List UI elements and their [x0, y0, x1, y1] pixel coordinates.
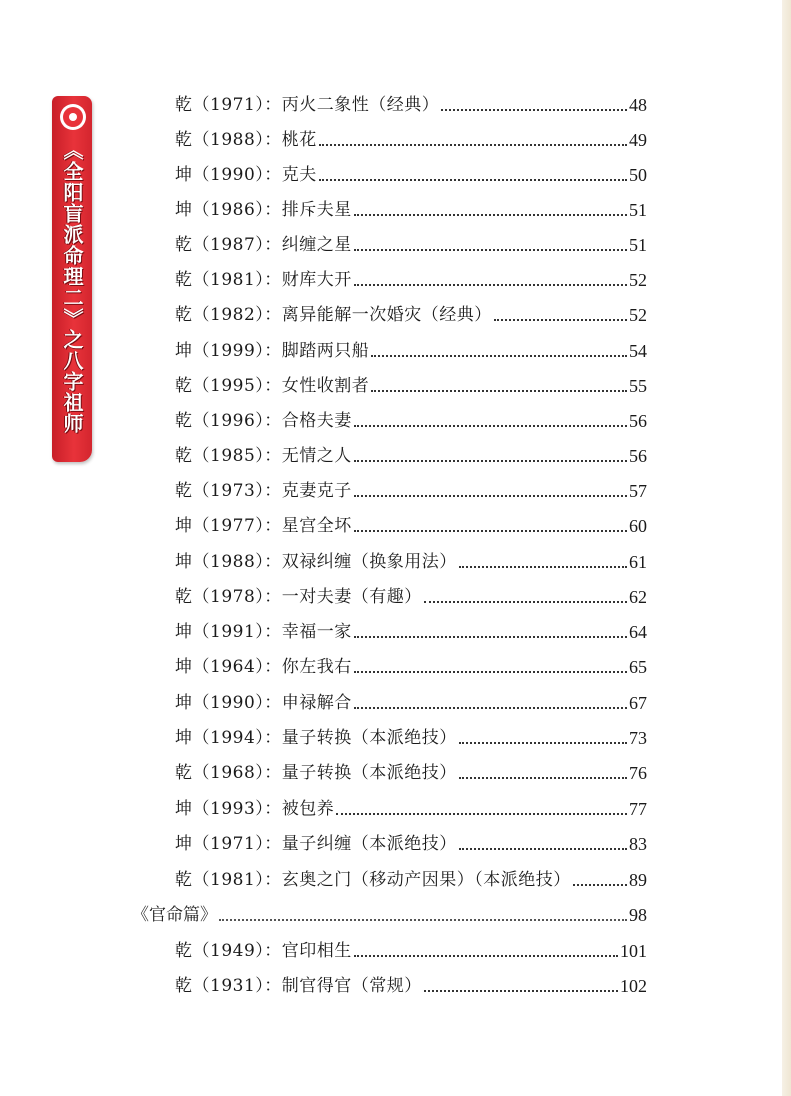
toc-page-number: 56: [629, 446, 647, 466]
toc-leader-dots: [573, 884, 627, 886]
toc-entry-title: 乾（1949）：官印相生: [175, 941, 352, 961]
toc-leader-dots: [354, 530, 627, 532]
toc-entry-title: 坤（1971）：量子纠缠（本派绝技）: [175, 834, 457, 854]
toc-entry-title: 乾（1987）：纠缠之星: [175, 235, 352, 255]
toc-entry[interactable]: [175, 296, 647, 326]
toc-entry-title: 坤（1990）：克夫: [175, 165, 317, 185]
toc-page-number: 98: [629, 905, 647, 925]
toc-entry[interactable]: [175, 437, 647, 467]
toc-leader-dots: [424, 601, 627, 603]
toc-leader-dots: [441, 109, 627, 111]
side-tab-title: 《全阳盲派命理二》之八字祖师: [60, 140, 84, 434]
toc-entry[interactable]: [175, 226, 647, 256]
toc-entry-title: 坤（1994）：量子转换（本派绝技）: [175, 728, 457, 748]
toc-page-number: 76: [629, 763, 647, 783]
toc-leader-dots: [424, 990, 618, 992]
toc-entry-title: 乾（1981）：财库大开: [175, 270, 352, 290]
toc-entry-title: 乾（1982）：离异能解一次婚灾（经典）: [175, 305, 492, 325]
toc-page-number: 51: [629, 200, 647, 220]
toc-page-number: 51: [629, 235, 647, 255]
toc-entry-title: 乾（1971）：丙火二象性（经典）: [175, 95, 440, 115]
toc-leader-dots: [319, 144, 627, 146]
toc-leader-dots: [459, 566, 627, 568]
toc-page-number: 67: [629, 693, 647, 713]
side-tab: [52, 96, 92, 462]
toc-page-number: 60: [629, 516, 647, 536]
toc-leader-dots: [459, 848, 627, 850]
toc-entry[interactable]: [175, 754, 647, 784]
toc-entry[interactable]: [175, 578, 647, 608]
toc-entry-title: 坤（1988）：双禄纠缠（换象用法）: [175, 552, 457, 572]
toc-page-number: 62: [629, 587, 647, 607]
toc-entry[interactable]: [175, 613, 647, 643]
toc-entry-title: 乾（1988）：桃花: [175, 130, 317, 150]
toc-leader-dots: [354, 495, 627, 497]
toc-entry[interactable]: [175, 156, 647, 186]
toc-leader-dots: [371, 355, 627, 357]
toc-entry-title: 乾（1978）：一对夫妻（有趣）: [175, 587, 422, 607]
toc-entry[interactable]: [175, 472, 647, 502]
toc-entry-title: 乾（1996）：合格夫妻: [175, 411, 352, 431]
toc-entry[interactable]: [175, 648, 647, 678]
toc-entry-title: 乾（1973）：克妻克子: [175, 481, 352, 501]
toc-page-number: 64: [629, 622, 647, 642]
toc-leader-dots: [494, 319, 627, 321]
toc-entry-title: 坤（1986）：排斥夫星: [175, 200, 352, 220]
toc-page-number: 49: [629, 130, 647, 150]
toc-page-number: 52: [629, 305, 647, 325]
toc-page-number: 55: [629, 376, 647, 396]
toc-section[interactable]: [132, 896, 647, 926]
toc-page-number: 102: [620, 976, 647, 996]
toc-page-number: 56: [629, 411, 647, 431]
toc-entry[interactable]: [175, 684, 647, 714]
toc-page-number: 48: [629, 95, 647, 115]
toc-leader-dots: [354, 460, 627, 462]
toc-entry-title: 坤（1991）：幸福一家: [175, 622, 352, 642]
toc-entry-title: 乾（1931）：制官得官（常规）: [175, 976, 422, 996]
toc-entry-title: 乾（1985）：无情之人: [175, 446, 352, 466]
toc-entry-title: 坤（1990）：申禄解合: [175, 693, 352, 713]
toc-page-number: 65: [629, 657, 647, 677]
toc-entry[interactable]: [175, 402, 647, 432]
toc-entry-title: 乾（1981）：玄奥之门（移动产因果）（本派绝技）: [175, 870, 571, 890]
toc-entry-title: 乾（1995）：女性收割者: [175, 376, 370, 396]
toc-entry-title: 坤（1964）：你左我右: [175, 657, 352, 677]
toc-entry[interactable]: [175, 861, 647, 891]
toc-section-title: 《官命篇》: [132, 905, 217, 925]
toc-entry[interactable]: [175, 790, 647, 820]
toc-leader-dots: [336, 813, 627, 815]
toc-entry-title: 坤（1977）：星宫全坏: [175, 516, 352, 536]
toc-leader-dots: [219, 919, 627, 921]
page-edge: [782, 0, 791, 1096]
toc-page-number: 52: [629, 270, 647, 290]
toc-page-number: 73: [629, 728, 647, 748]
toc-entry[interactable]: [175, 261, 647, 291]
toc-entry[interactable]: [175, 332, 647, 362]
toc-page-number: 61: [629, 552, 647, 572]
toc-entry-title: 坤（1999）：脚踏两只船: [175, 341, 370, 361]
toc-entry[interactable]: [175, 967, 647, 997]
toc-entry[interactable]: [175, 932, 647, 962]
toc-entry[interactable]: [175, 121, 647, 151]
toc-leader-dots: [354, 249, 627, 251]
toc-leader-dots: [354, 214, 627, 216]
toc-entry[interactable]: [175, 543, 647, 573]
toc-leader-dots: [354, 707, 627, 709]
toc-leader-dots: [459, 742, 627, 744]
yin-yang-logo-icon: [60, 104, 86, 130]
toc-page-number: 50: [629, 165, 647, 185]
toc-page-number: 54: [629, 341, 647, 361]
toc-entry[interactable]: [175, 86, 647, 116]
toc-leader-dots: [354, 671, 627, 673]
toc-entry-title: 坤（1993）：被包养: [175, 799, 335, 819]
toc-leader-dots: [354, 955, 618, 957]
toc-entry[interactable]: [175, 367, 647, 397]
toc-page-number: 89: [629, 870, 647, 890]
toc-entry[interactable]: [175, 191, 647, 221]
toc-page-number: 57: [629, 481, 647, 501]
toc-entry[interactable]: [175, 825, 647, 855]
toc-leader-dots: [319, 179, 627, 181]
toc-leader-dots: [354, 425, 627, 427]
toc-entry[interactable]: [175, 719, 647, 749]
toc-leader-dots: [354, 284, 627, 286]
toc-leader-dots: [354, 636, 627, 638]
toc-entry[interactable]: [175, 507, 647, 537]
toc-page-number: 77: [629, 799, 647, 819]
toc-leader-dots: [459, 777, 627, 779]
toc-page-number: 83: [629, 834, 647, 854]
toc-page-number: 101: [620, 941, 647, 961]
toc-leader-dots: [371, 390, 627, 392]
toc-entry-title: 乾（1968）：量子转换（本派绝技）: [175, 763, 457, 783]
